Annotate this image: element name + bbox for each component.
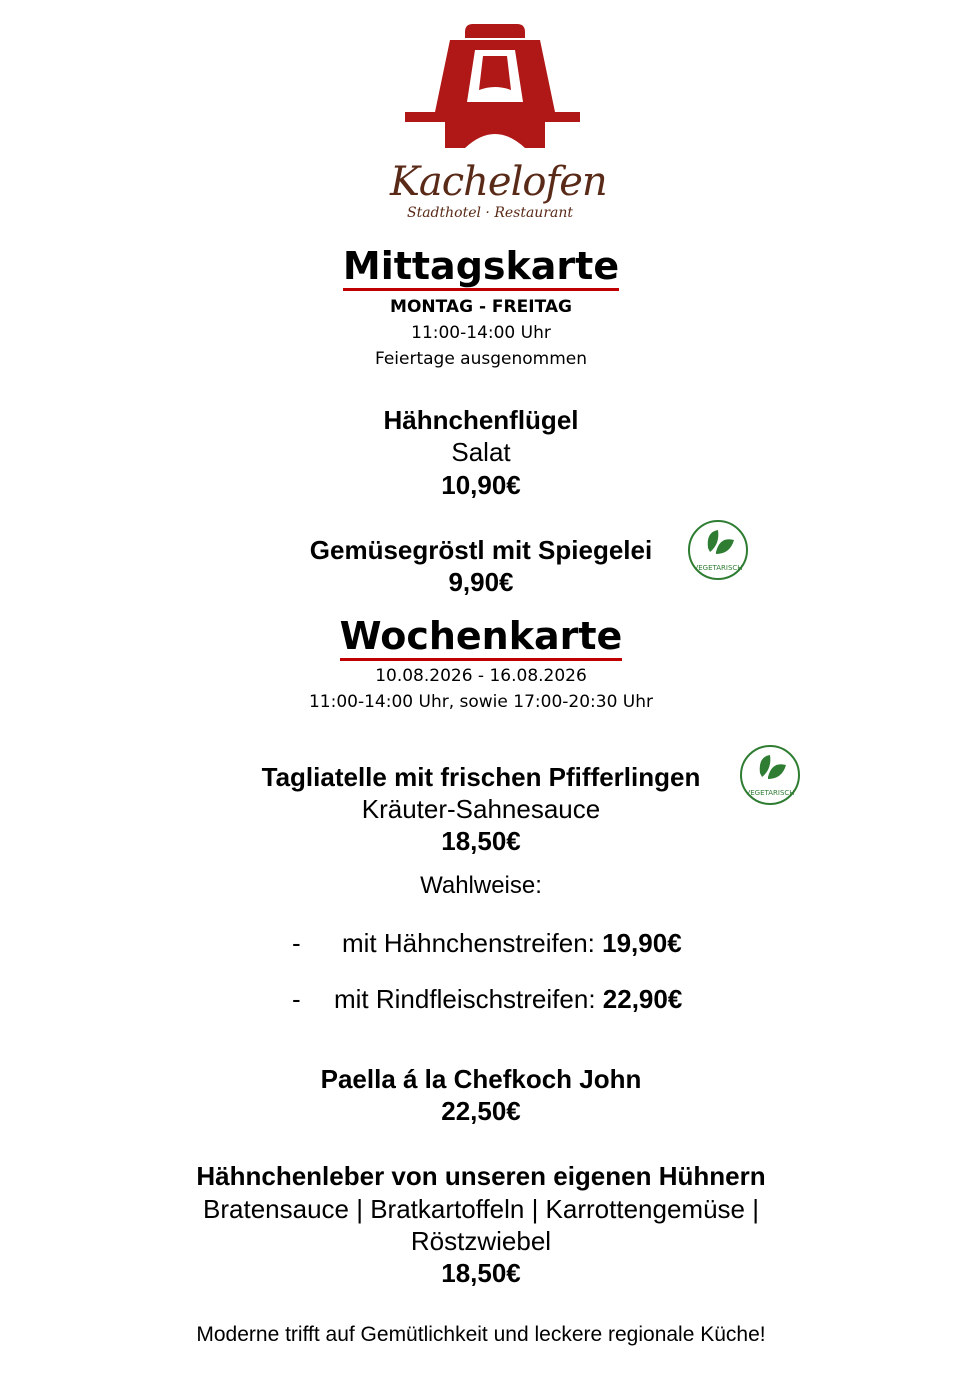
dish-name: Tagliatelle mit frischen Pfifferlingen: [261, 762, 701, 792]
dish-name: Hähnchenleber von unseren eigenen Hühnern: [196, 1161, 766, 1191]
dish-price: 10,90€: [441, 470, 521, 500]
logo-wordmark: [390, 159, 607, 222]
option-line: [334, 984, 682, 1015]
dish-description: Röstzwiebel: [410, 1226, 552, 1256]
vegetarian-badge-icon: [686, 518, 750, 582]
svg-text:VEGETARISCH: VEGETARISCH: [693, 564, 743, 572]
weekly-dates: 10.08.2026 - 16.08.2026: [375, 666, 587, 686]
dish-price: 22,50€: [441, 1096, 521, 1126]
weekly-hours: 11:00-14:00 Uhr, sowie 17:00-20:30 Uhr: [308, 692, 653, 712]
logo-subtitle: Stadthotel · Restaurant: [406, 205, 574, 221]
dish-name: Gemüsegröstl mit Spiegelei: [309, 535, 653, 565]
option-price: 19,90€: [602, 928, 682, 958]
option-dash: -: [292, 928, 301, 958]
footer-slogan: Moderne trifft auf Gemütlichkeit und leckere regionale Küche!: [196, 1323, 766, 1346]
option-label: mit Rindfleischstreifen:: [334, 984, 596, 1014]
lunch-heading: Mittagskarte: [0, 244, 962, 288]
dish-price: 18,50€: [441, 826, 521, 856]
dish-name: Hähnchenflügel: [383, 405, 579, 435]
weekly-heading: Wochenkarte: [0, 614, 962, 658]
dish-description: Bratensauce | Bratkartoffeln | Karrottengemüse |: [203, 1194, 759, 1224]
dish-description: Kräuter-Sahnesauce: [361, 794, 601, 824]
lunch-hours: 11:00-14:00 Uhr: [411, 323, 551, 343]
option-dash: -: [292, 984, 301, 1014]
lunch-days: MONTAG - FREITAG: [390, 297, 572, 317]
option-price: 22,90€: [602, 984, 683, 1014]
dish-price: 18,50€: [441, 1258, 521, 1288]
choice-label: Wahlweise:: [420, 872, 542, 899]
logo-name: Kachelofen: [390, 159, 607, 205]
dish-name: Paella á la Chefkoch John: [320, 1064, 642, 1094]
dish-price: 9,90€: [448, 567, 514, 597]
svg-text:VEGETARISCH: VEGETARISCH: [745, 789, 795, 797]
option-line: [342, 928, 682, 959]
option-label: mit Hähnchenstreifen:: [342, 928, 595, 958]
lunch-note: Feiertage ausgenommen: [374, 349, 588, 369]
dish-description: Salat: [451, 437, 511, 467]
